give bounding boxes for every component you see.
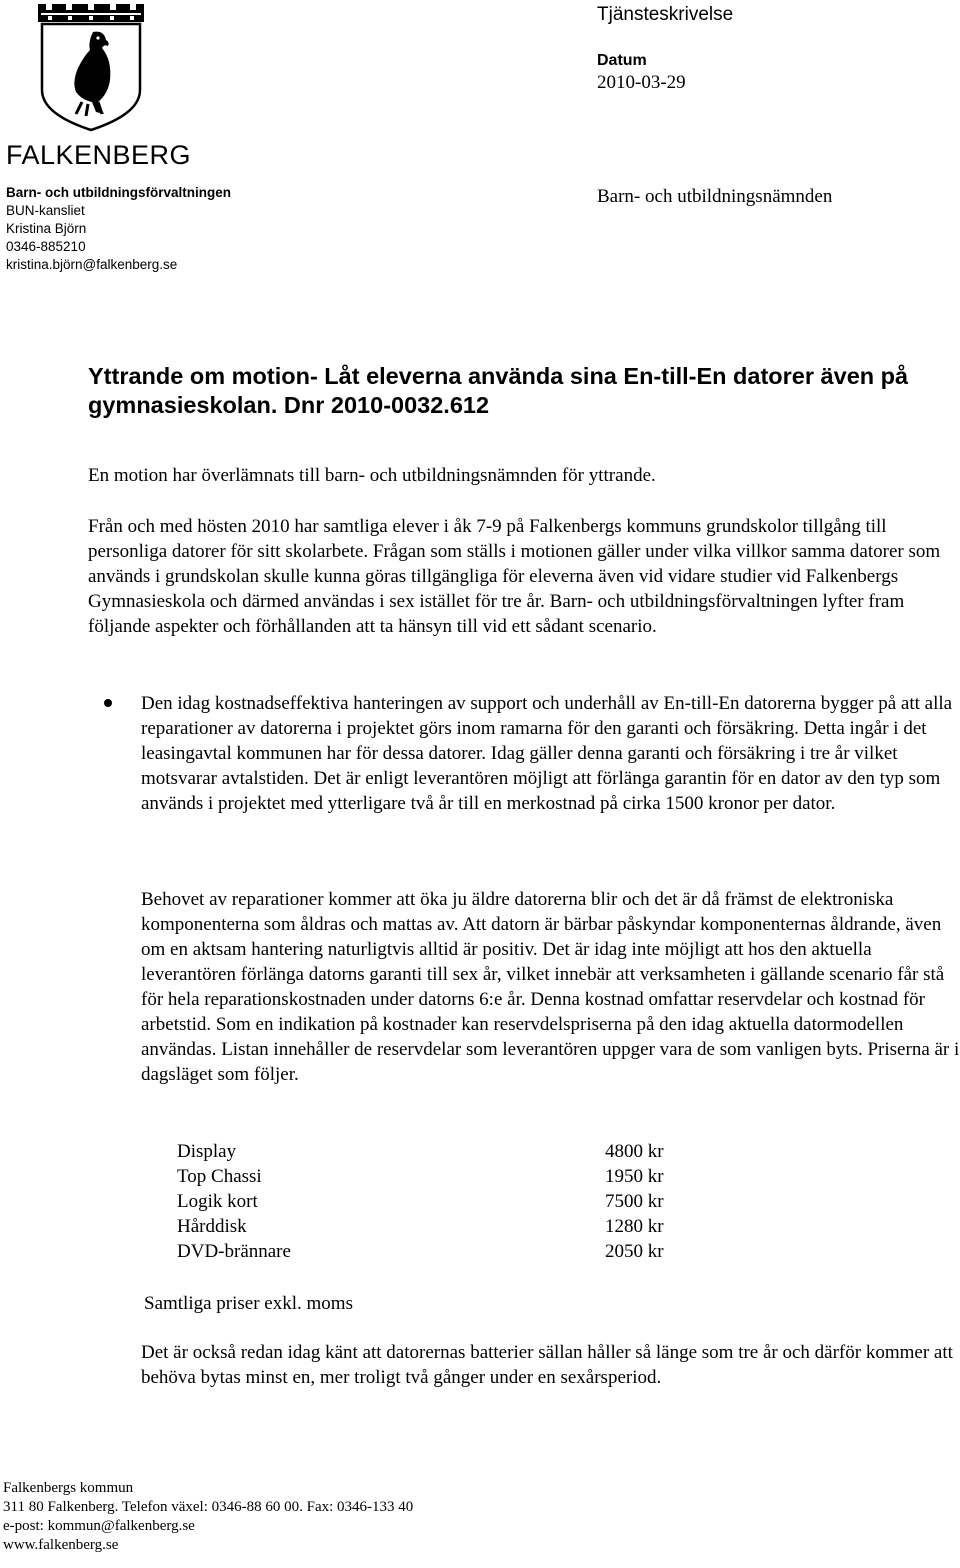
document-type: Tjänsteskrivelse <box>597 4 734 25</box>
municipality-name: FALKENBERG <box>6 140 192 170</box>
coat-of-arms-falcon-logo <box>38 2 144 132</box>
footer-web-link[interactable]: www.falkenberg.se <box>3 1537 119 1553</box>
parts-list-names <box>177 1139 477 1264</box>
paragraph-battery: Det är också redan idag känt att datorernas batterier sällan håller så länge som tre år och därför kommer att behöva bytas minst en, mer troligt två gånger under en sexårsperiod. <box>141 1342 953 1388</box>
part-price: 7500 kr <box>605 1191 664 1212</box>
paragraph-background: Från och med hösten 2010 har samtliga elever i åk 7-9 på Falkenbergs kommuns grundskolor tillgång till personliga datorer för sitt skolarbete. Frågan som ställs i motionen gäller under vilka villkor samma datorer som används i grundskolan skulle kunna göras tillgängliga för eleverna även vid vidare studier vid Falkenbergs Gymnasieskola och därmed användas i sex istället för tre år. Barn- och utbildningsförvaltningen lyfter fram följande aspekter och förhållanden att ta hänsyn till vid ett sådant scenario. <box>88 516 941 637</box>
part-name: Hårddisk <box>177 1216 247 1237</box>
footer-email: e-post: kommun@falkenberg.se <box>3 1518 195 1534</box>
footer <box>3 1479 413 1555</box>
part-name: Display <box>177 1141 237 1162</box>
sender-email: kristina.björn@falkenberg.se <box>6 257 178 272</box>
paragraph-intro: En motion har överlämnats till barn- och utbildningsnämnden för yttrande. <box>88 465 656 486</box>
sender-name: Kristina Björn <box>6 221 87 236</box>
part-price: 4800 kr <box>605 1141 664 1162</box>
date-label: Datum <box>597 52 647 69</box>
footer-address: 311 80 Falkenberg. Telefon växel: 0346-88 60 00. Fax: 0346-133 40 <box>3 1499 414 1515</box>
recipient: Barn- och utbildningsnämnden <box>597 186 833 207</box>
part-name: DVD-brännare <box>177 1241 291 1262</box>
part-name: Logik kort <box>177 1191 258 1212</box>
part-name: Top Chassi <box>177 1166 262 1187</box>
paragraph-repairs: Behovet av reparationer kommer att öka ju äldre datorerna blir och det är då främst de elektroniska komponenterna som åldras och mattas av. Att datorn är bärbar påskyndar komponenternas åldrande, även om en aktsam hantering naturligtvis alltid är positiv. Det är idag inte möjligt att hos den aktuella leverantören förlänga datorns garanti till sex år, vilket innebär att verksamheten i gällande scenario får stå för hela reparationskostnaden under datorns 6:e år. Denna kostnad omfattar reservdelar och kostnad för arbetstid. Som en indikation på kostnader kan reservdelspriserna på den idag aktuella datormodellen användas. Listan innehåller de reservdelar som leverantören uppger vara de som vanligen byts. Priserna är i dagsläget som följer. <box>141 889 960 1085</box>
sender-phone: 0346-885210 <box>6 239 86 254</box>
bullet-paragraph-support: Den idag kostnadseffektiva hanteringen av support och underhåll av En-till-En datorerna bygger på att alla reparationer av datorerna i projektet görs inom ramarna för den garanti och försäkring. Detta ingår i det leasingavtal kommunen har för dessa datorer. Idag gäller denna garanti och försäkring i tre år vilket motsvarar avtalstiden. Det är enligt leverantören möjligt att förlänga garantin för en dator av den typ som används i projektet med ytterligare två år till en merkostnad på cirka 1500 kronor per dator. <box>141 693 953 814</box>
parts-list-prices <box>605 1139 755 1264</box>
date-value: 2010-03-29 <box>597 72 686 93</box>
document-title: Yttrande om motion- Låt eleverna använda sina En-till-En datorer även på gymnasieskolan. Dnr 2010-0032.612 <box>88 363 909 418</box>
price-note: Samtliga priser exkl. moms <box>144 1293 353 1314</box>
sender-block <box>6 184 231 274</box>
bullet-icon <box>104 699 112 707</box>
part-price: 2050 kr <box>605 1241 664 1262</box>
part-price: 1280 kr <box>605 1216 664 1237</box>
sender-office: BUN-kansliet <box>6 203 85 218</box>
footer-org: Falkenbergs kommun <box>3 1480 134 1496</box>
sender-department: Barn- och utbildningsförvaltningen <box>6 185 231 200</box>
part-price: 1950 kr <box>605 1166 664 1187</box>
